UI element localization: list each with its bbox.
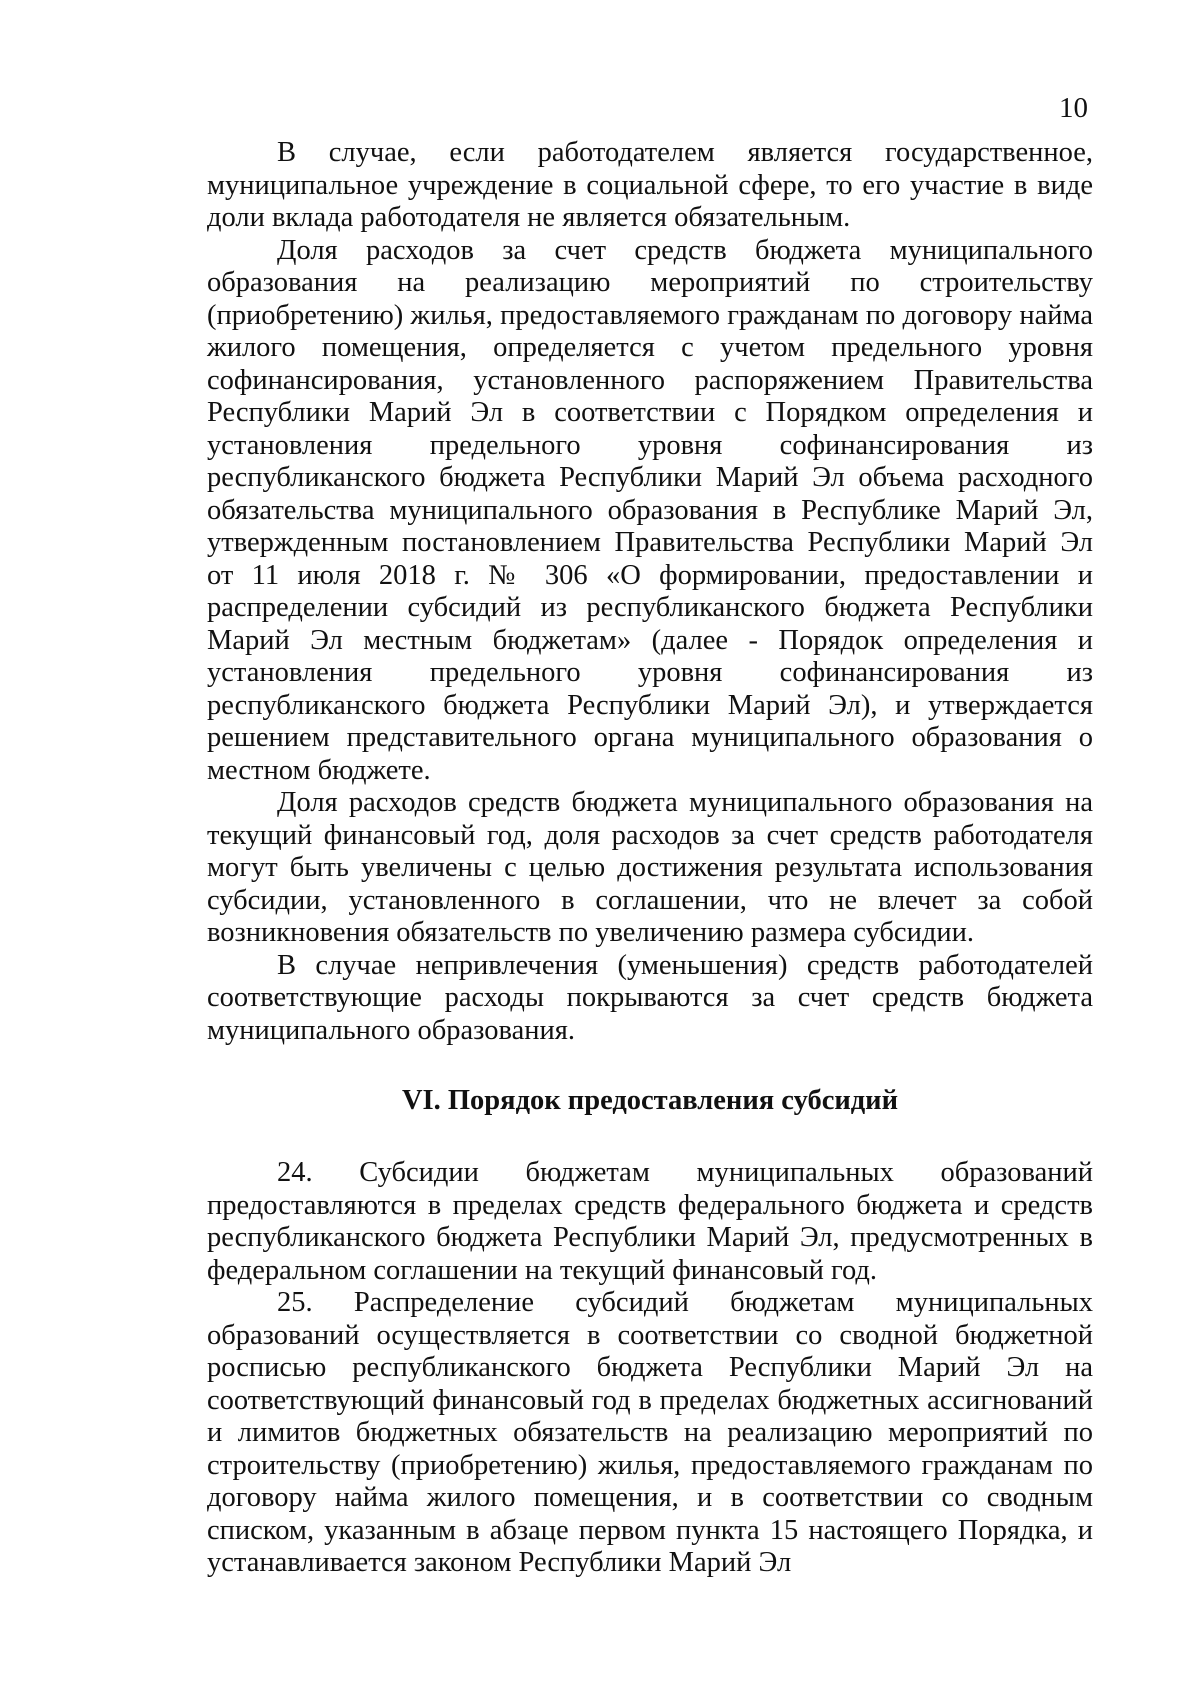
paragraph-non-attraction: В случае непривлечения (уменьшения) средств работодателей соответствующие расходы покрываются за счет средств бюджета муниципального образования. (207, 949, 1093, 1046)
paragraph-item-25: 25. Распределение субсидий бюджетам муниципальных образований осуществляется в соответствии со сводной бюджетной росписью республиканского бюджета Республики Марий Эл на соответствующий финансовый год в пределах бюджетных ассигнований и лимитов бюджетных обязательств на реализацию мероприятий по строительству (приобретению) жилья, предоставляемого гражданам по договору найма жилого помещения, и в соответствии со сводным списком, указанным в абзаце первом пункта 15 настоящего Порядка, и устанавливается законом Республики Марий Эл (207, 1287, 1093, 1578)
paragraph-item-24: 24. Субсидии бюджетам муниципальных образований предоставляются в пределах средств федерального бюджета и средств республиканского бюджета Республики Марий Эл, предусмотренных в федеральном соглашении на текущий финансовый год. (207, 1157, 1093, 1286)
paragraph-share-increase: Доля расходов средств бюджета муниципального образования на текущий финансовый год, доля расходов за счет средств работодателя могут быть увеличены с целью достижения результата использования субсидии, установленного в соглашении, что не влечет за собой возникновения обязательств по увеличению размера субсидии. (207, 787, 1093, 948)
body-text-top (207, 137, 1093, 1047)
page-number: 10 (1059, 92, 1088, 124)
body-text-bottom (207, 1157, 1093, 1580)
paragraph-employer-participation: В случае, если работодателем является государственное, муниципальное учреждение в социальной сфере, то его участие в виде доли вклада работодателя не является обязательным. (207, 137, 1093, 233)
section-heading: VI. Порядок предоставления субсидий (401, 1085, 899, 1116)
paragraph-municipal-budget-share: Доля расходов за счет средств бюджета муниципального образования на реализацию мероприятий по строительству (приобретению) жилья, предоставляемого гражданам по договору найма жилого помещения, определяется с учетом предельного уровня софинансирования, установленного распоряжением Правительства Республики Марий Эл в соответствии с Порядком определения и установления предельного уровня софинансирования из республиканского бюджета Республики Марий Эл объема расходного обязательства муниципального образования в Республике Марий Эл, утвержденным постановлением Правительства Республики Марий Эл от 11 июля 2018 г. № 306 «О формировании, предоставлении и распределении субсидий из республиканского бюджета Республики Марий Эл местным бюджетам» (далее - Порядок определения и установления предельного уровня софинансирования из республиканского бюджета Республики Марий Эл), и утверждается решением представительного органа муниципального образования о местном бюджете. (207, 234, 1093, 786)
